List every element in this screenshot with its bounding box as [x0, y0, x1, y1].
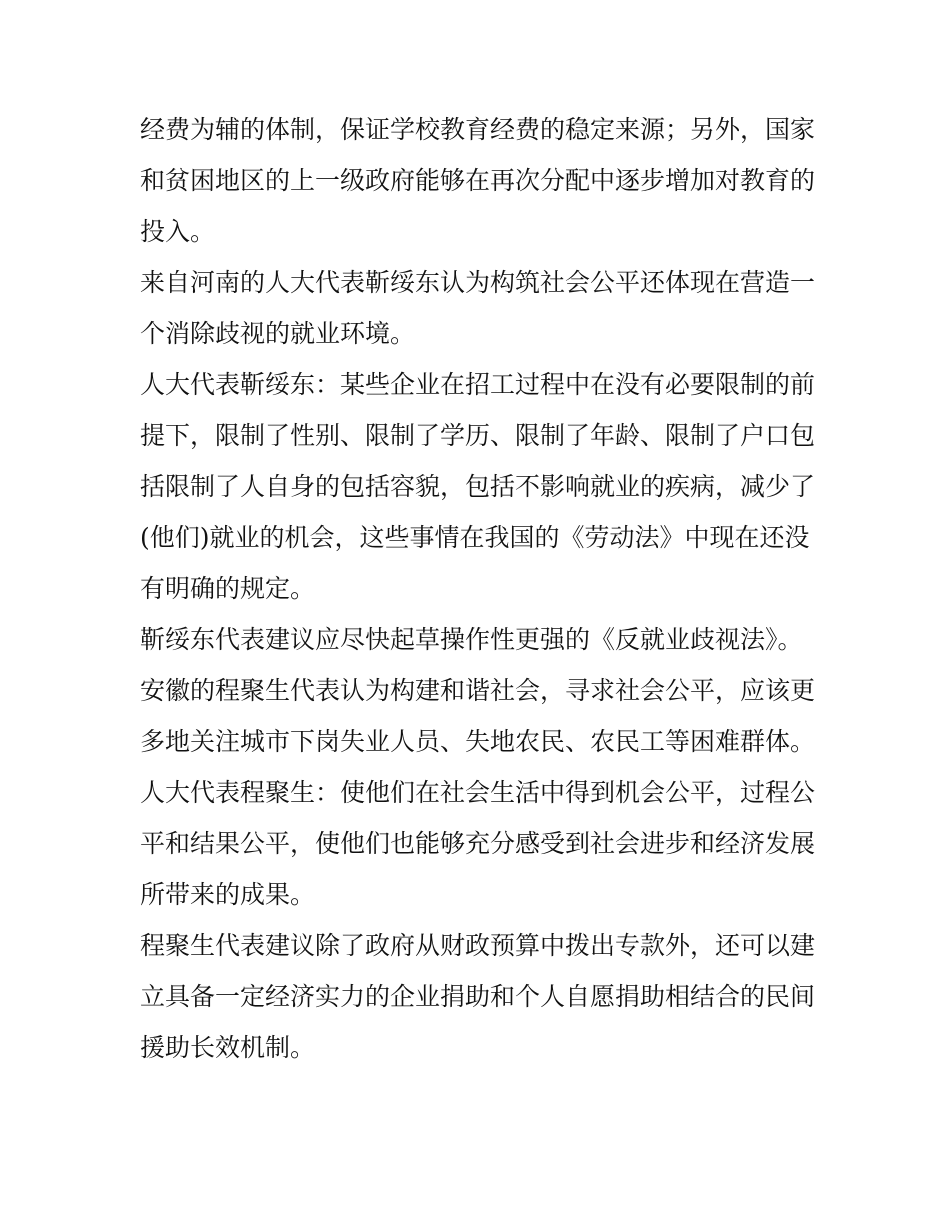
- text-line: (他们)就业的机会，这些事情在我国的《劳动法》中现在还没: [140, 523, 810, 552]
- text-line: 靳绥东代表建议应尽快起草操作性更强的《反就业歧视法》。: [140, 625, 803, 654]
- text-line: 多地关注城市下岗失业人员、失地农民、农民工等困难群体。: [140, 727, 816, 756]
- text-line: 和贫困地区的上一级政府能够在再次分配中逐步增加对教育的: [140, 166, 816, 195]
- text-line: 援助长效机制。: [140, 1033, 316, 1062]
- text-line: 人大代表程聚生：使他们在社会生活中得到机会公平，过程公: [140, 778, 816, 807]
- document-body: [140, 104, 815, 1073]
- text-line: 经费为辅的体制，保证学校教育经费的稳定来源；另外，国家: [140, 115, 816, 144]
- text-line: 来自河南的人大代表靳绥东认为构筑社会公平还体现在营造一: [140, 268, 816, 297]
- text-line: 程聚生代表建议除了政府从财政预算中拨出专款外，还可以建: [140, 931, 816, 960]
- text-line: 所带来的成果。: [140, 880, 316, 909]
- text-line: 提下，限制了性别、限制了学历、限制了年龄、限制了户口包: [140, 421, 816, 450]
- text-line: 立具备一定经济实力的企业捐助和个人自愿捐助相结合的民间: [140, 982, 816, 1011]
- text-line: 括限制了人自身的包括容貌，包括不影响就业的疾病，减少了: [140, 472, 816, 501]
- text-line: 投入。: [140, 217, 216, 246]
- text-line: 有明确的规定。: [140, 574, 316, 603]
- text-line: 平和结果公平，使他们也能够充分感受到社会进步和经济发展: [140, 829, 816, 858]
- text-line: 人大代表靳绥东：某些企业在招工过程中在没有必要限制的前: [140, 370, 816, 399]
- text-line: 个消除歧视的就业环境。: [140, 319, 416, 348]
- text-line: 安徽的程聚生代表认为构建和谐社会，寻求社会公平，应该更: [140, 676, 816, 705]
